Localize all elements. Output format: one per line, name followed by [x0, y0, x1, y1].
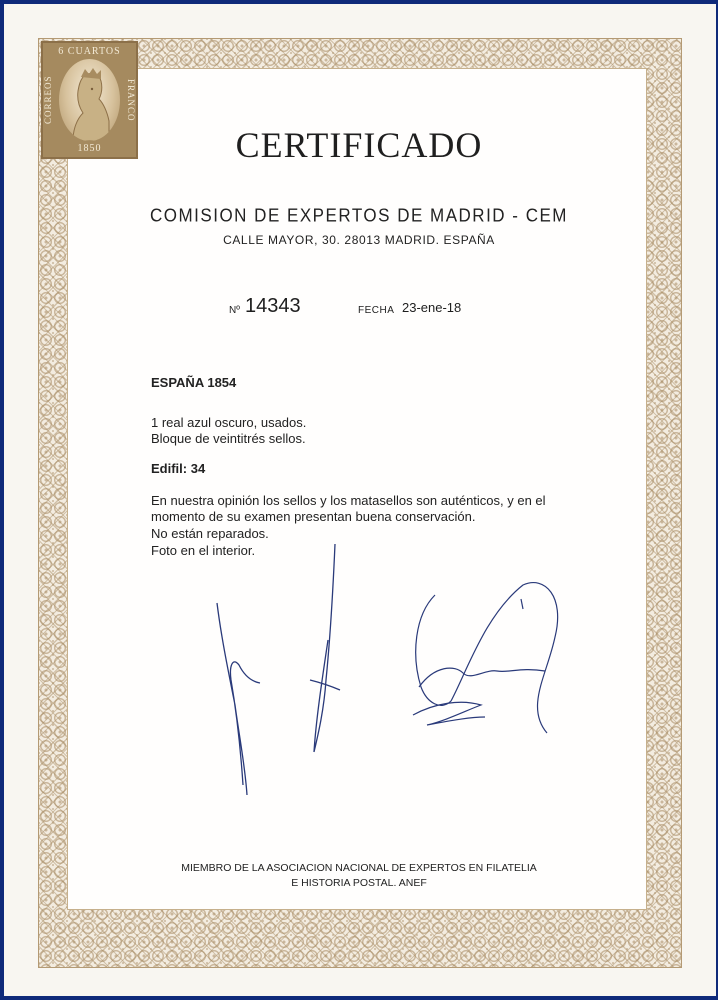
opinion-line2: momento de su examen presentan buena conservación. [151, 509, 476, 524]
certificate-inner-panel [67, 68, 647, 910]
footer-line2: E HISTORIA POSTAL. ANEF [291, 877, 427, 889]
opinion-line1: En nuestra opinión los sellos y los matasellos son auténticos, y en el [151, 493, 546, 508]
number-label: Nº [229, 305, 240, 316]
stamp-description-line1: 1 real azul oscuro, usados. [151, 415, 307, 430]
country-year: ESPAÑA 1854 [151, 375, 237, 390]
date-label: FECHA [358, 305, 395, 316]
organization-address: CALLE MAYOR, 30. 28013 MADRID. ESPAÑA [223, 233, 495, 247]
opinion-line4: Foto en el interior. [151, 543, 256, 558]
certificate-number-row [0, 295, 718, 325]
footer-membership [0, 861, 718, 891]
opinion-line3: No están reparados. [151, 526, 269, 541]
signature-2-icon [300, 540, 360, 755]
stamp-right-text: FRANCO [126, 78, 136, 122]
certificate-number: 14343 [245, 295, 301, 317]
certificate-date: 23-ene-18 [402, 300, 462, 315]
catalog-number: Edifil: 34 [151, 461, 206, 476]
organization-name: COMISION DE EXPERTOS DE MADRID - CEM [150, 205, 568, 226]
stamp-description-line2: Bloque de veintitrés sellos. [151, 431, 306, 446]
signature-3-icon [405, 575, 565, 735]
page-title: CERTIFICADO [235, 125, 483, 165]
stamp-top-text: 6 CUARTOS [58, 46, 121, 57]
footer-line1: MIEMBRO DE LA ASOCIACION NACIONAL DE EXPERTOS EN FILATELIA [181, 862, 537, 874]
stamp-left-text: CORREOS [43, 75, 53, 125]
stamp-bottom-text: 1850 [77, 143, 102, 154]
signature-1-icon [205, 595, 275, 805]
